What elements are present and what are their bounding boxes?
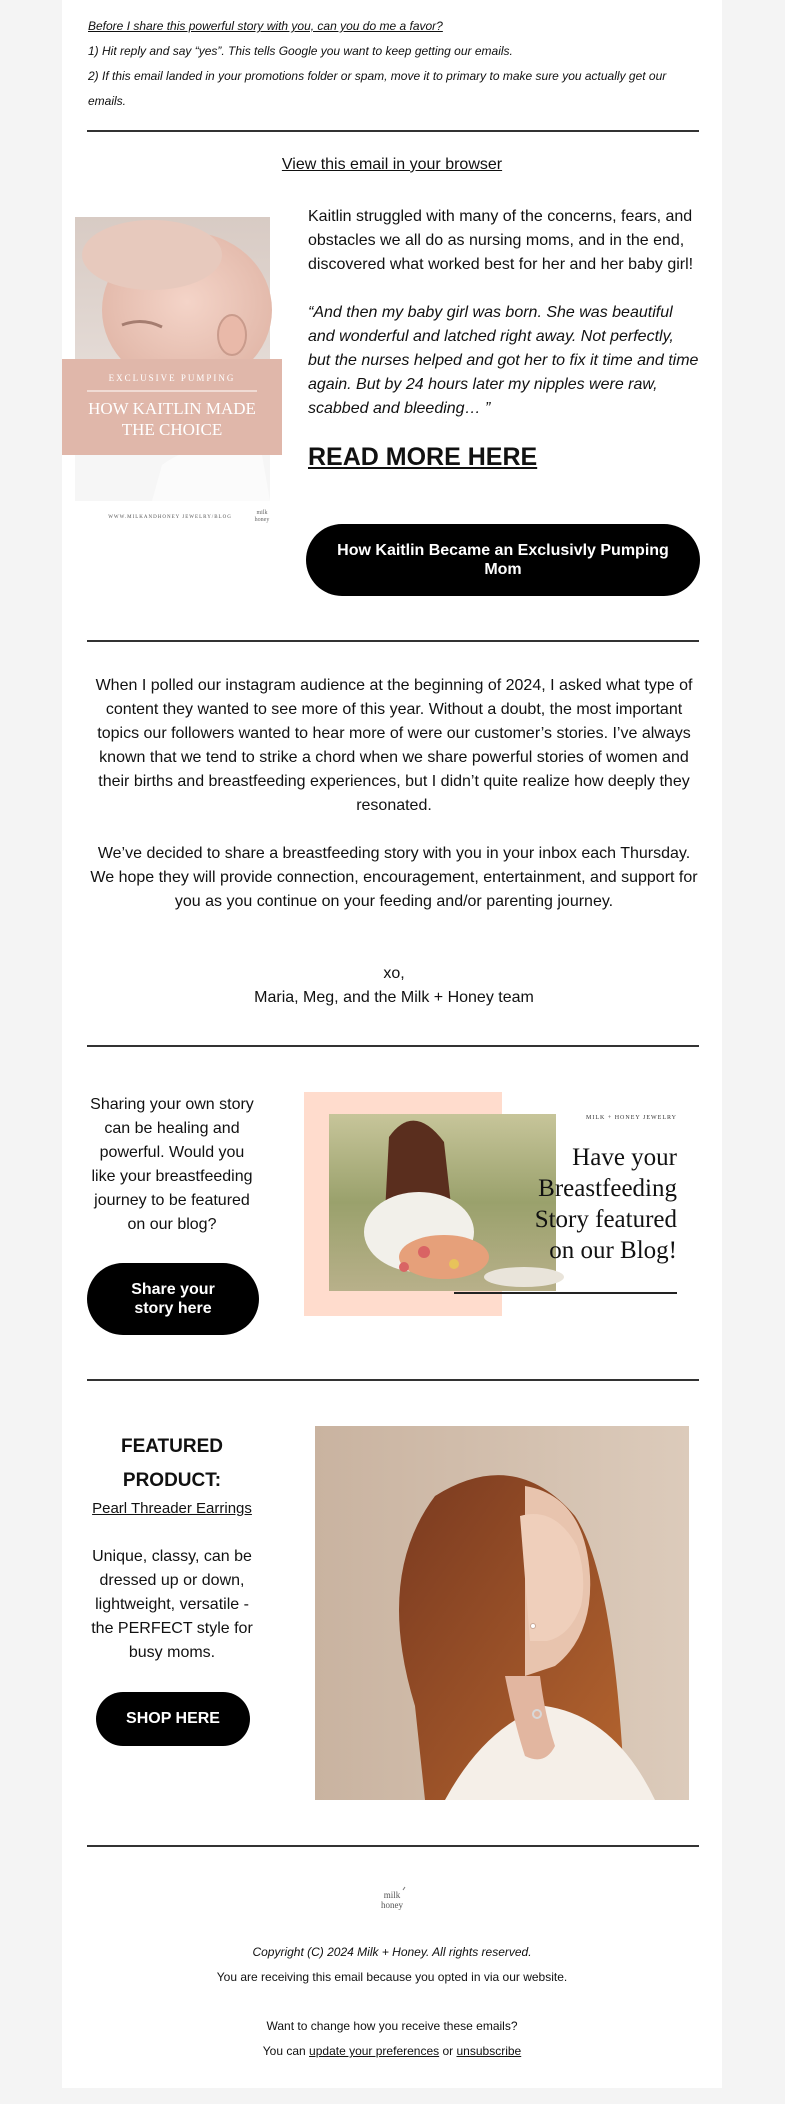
banner-line-3: Story featured — [534, 1206, 677, 1233]
banner-line-1: Have your — [572, 1144, 677, 1171]
divider — [87, 130, 699, 132]
footer-or: or — [442, 2044, 454, 2058]
banner-line-4: on our Blog! — [549, 1237, 677, 1264]
divider — [87, 1379, 699, 1381]
footer-links-row — [62, 2042, 722, 2060]
image-title-line-2: THE CHOICE — [121, 420, 223, 439]
story-image[interactable] — [62, 215, 286, 527]
breastfeeding-banner-image — [304, 1092, 700, 1316]
letter-paragraph-2: We’ve decided to share a breastfeeding story with you in your inbox each Thursday. We hope they will provide connection, encouragement, entertainment, and support for you as you continue on your feeding and/or parenting journey. — [90, 845, 698, 910]
logo-line-2: honey — [381, 1900, 403, 1910]
share-story-button[interactable]: Share your story here — [87, 1263, 259, 1335]
unsubscribe-link[interactable]: unsubscribe — [456, 2044, 522, 2058]
footer-change: Want to change how you receive these emails? — [266, 2019, 518, 2033]
share-text: Sharing your own story can be healing and powerful. Would you like your breastfeeding journey to be featured on our blog? — [90, 1096, 254, 1233]
share-banner[interactable] — [304, 1092, 700, 1316]
logo-line-1: milk — [383, 1890, 401, 1900]
view-in-browser-link[interactable]: View this email in your browser — [281, 156, 503, 173]
read-more-row — [308, 441, 700, 473]
email-body — [62, 0, 722, 2088]
read-more-link[interactable]: READ MORE HERE — [308, 443, 538, 471]
model-earrings-photo — [315, 1426, 689, 1800]
divider — [87, 1045, 699, 1047]
product-description: Unique, classy, can be dressed up or down, lightweight, versatile - the PERFECT style for busy moms. — [91, 1548, 253, 1661]
view-in-browser-row — [62, 156, 722, 174]
intro-line-3: 2) If this email landed in your promotions folder or spam, move it to primary to make sure you actually get our emails. — [88, 69, 667, 108]
story-quote: “And then my baby girl was born. She was beautiful and wonderful and latched right away. Not perfectly, but the nurses helped and got her to fix it time and time again. But by 24 hours later my nipples were raw, scabbed and bleeding… ” — [308, 304, 699, 417]
footer-copyright: Copyright (C) 2024 Milk + Honey. All rights reserved. — [252, 1945, 532, 1959]
image-logo-line-1: milk — [256, 510, 268, 516]
divider — [87, 640, 699, 642]
intro-line-1: Before I share this powerful story with you, can you do me a favor? — [88, 19, 443, 33]
footer-reason: You are receiving this email because you opted in via our website. — [216, 1970, 568, 1984]
milk-honey-logo — [373, 1885, 411, 1915]
letter-signoff: xo, — [383, 965, 405, 982]
baby-photo — [62, 215, 286, 527]
image-url-text: WWW.MILKANDHONEY JEWELRY/BLOG — [108, 515, 232, 520]
intro-line-2: 1) Hit reply and say “yes”. This tells Google you want to keep getting our emails. — [88, 44, 513, 58]
shop-here-button[interactable]: SHOP HERE — [96, 1692, 250, 1746]
product-name-row — [88, 1498, 256, 1520]
footer-you-can: You can — [262, 2044, 306, 2058]
image-title-line-1: HOW KAITLIN MADE — [88, 399, 256, 418]
banner-brand-text: MILK + HONEY JEWELRY — [586, 1115, 677, 1121]
letter-paragraph-1: When I polled our instagram audience at the beginning of 2024, I asked what type of content they wanted to see more of this year. Without a doubt, the most important topics our followers wanted to hear more of were our customer’s stories. I’ve always known that we tend to strike a chord when we share powerful stories of women and their births and breastfeeding experiences, but I didn’t quite realize how deeply they resonated. — [95, 677, 693, 814]
featured-heading: FEATURED PRODUCT: — [120, 1436, 224, 1491]
update-preferences-link[interactable]: update your preferences — [309, 2044, 440, 2058]
image-tag-text: EXCLUSIVE PUMPING — [108, 373, 236, 383]
product-image[interactable] — [315, 1426, 689, 1800]
letter-signature: Maria, Meg, and the Milk + Honey team — [254, 989, 534, 1006]
product-name-link[interactable]: Pearl Threader Earrings — [92, 1500, 252, 1517]
image-logo-line-2: honey — [254, 517, 270, 523]
footer-logo[interactable] — [373, 1885, 411, 1915]
story-intro: Kaitlin struggled with many of the concerns, fears, and obstacles we all do as nursing moms, and in the end, discovered what worked best for her and her baby girl! — [308, 208, 694, 273]
banner-line-2: Breastfeeding — [538, 1175, 677, 1202]
story-button[interactable]: How Kaitlin Became an Exclusivly Pumping Mom — [306, 524, 700, 596]
intro-block — [88, 14, 698, 114]
divider — [87, 1845, 699, 1847]
